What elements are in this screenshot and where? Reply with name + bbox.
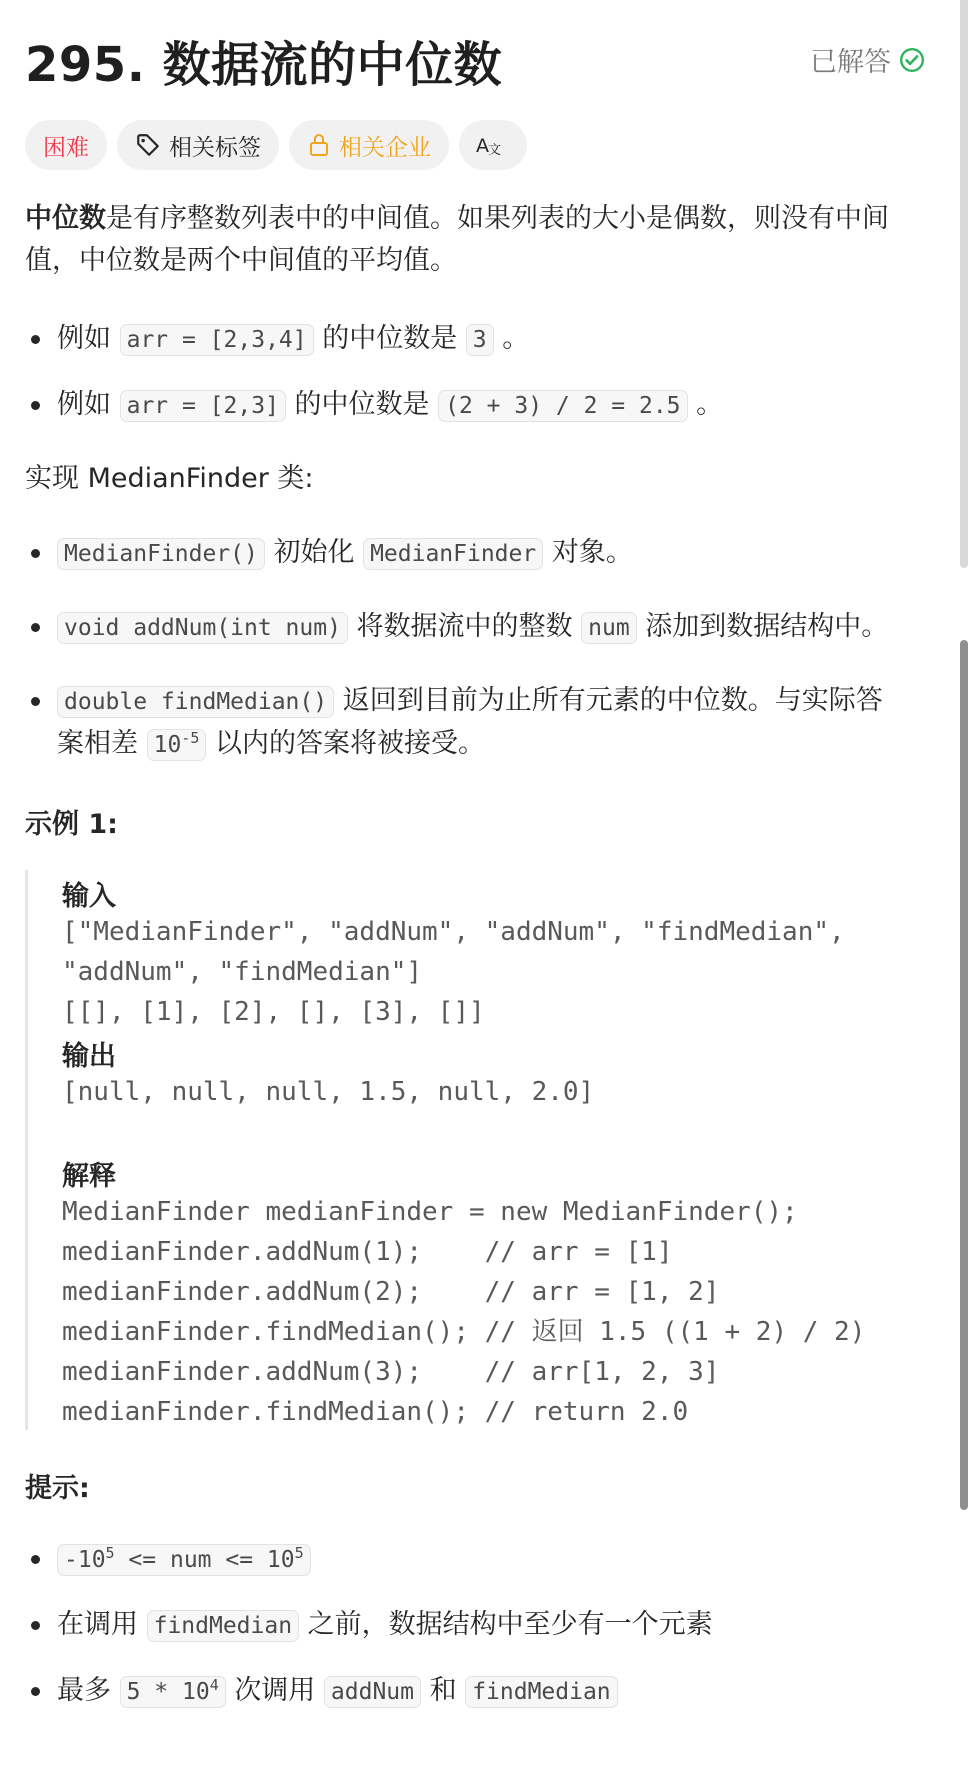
scrollbar-track-top — [960, 0, 968, 568]
check-circle-icon — [899, 47, 925, 73]
tag-icon — [135, 132, 161, 158]
code-base: 5 * 10 — [126, 1679, 210, 1705]
translate-button[interactable] — [459, 120, 527, 170]
input-label: 输入 — [62, 881, 116, 912]
bullet-dot — [31, 1555, 40, 1564]
bullet-text: 的中位数是 — [322, 323, 458, 354]
code-exponent: 4 — [209, 1676, 219, 1694]
solved-status — [810, 40, 925, 79]
output-line: [null, null, null, 1.5, null, 2.0] — [62, 1077, 595, 1107]
code-exponent: 5 — [294, 1544, 304, 1562]
explain-line: medianFinder.findMedian(); // return 2.0 — [62, 1397, 689, 1427]
bullet-dot — [31, 697, 40, 706]
inline-code: addNum — [324, 1676, 421, 1708]
inline-code: (2 + 3) / 2 = 2.5 — [438, 390, 687, 422]
explain-line: medianFinder.addNum(1); // arr = [1] — [62, 1237, 673, 1267]
inline-code: num — [581, 612, 637, 644]
code-base: -10 — [64, 1547, 106, 1573]
explain-label: 解释 — [62, 1161, 116, 1192]
inline-code: findMedian — [147, 1610, 299, 1642]
bullet-text: 添加到数据结构中。 — [645, 611, 889, 642]
output-label: 输出 — [62, 1041, 116, 1072]
intro-paragraph — [25, 198, 925, 282]
code-base: 10 — [153, 732, 182, 758]
bullet-text: 以内的答案将被接受。 — [214, 728, 485, 759]
example-block — [25, 870, 928, 1430]
bullet-text: 之前，数据结构中至少有一个元素 — [307, 1609, 713, 1640]
bullet-text: 的中位数是 — [294, 389, 430, 420]
explain-line: medianFinder.findMedian(); // 返回 1.5 ((1 + 2) / 2) — [62, 1317, 866, 1347]
bullet-text: 在调用 — [57, 1609, 138, 1640]
inline-code: MedianFinder — [363, 538, 543, 570]
tag-bar — [25, 120, 527, 170]
bullet-dot — [31, 335, 40, 344]
bullet-text: 初始化 — [273, 537, 355, 568]
svg-text:文: 文 — [488, 143, 502, 158]
page-title[interactable]: 295. 数据流的中位数 — [25, 37, 503, 93]
bullet-dot — [31, 623, 40, 632]
solved-label: 已解答 — [810, 47, 891, 78]
difficulty-badge[interactable]: 困难 — [25, 120, 107, 170]
inline-code: 3 — [466, 324, 494, 356]
input-line: "addNum", "findMedian"] — [62, 957, 423, 987]
inline-code — [57, 1544, 311, 1576]
bullet-text: 将数据流中的整数 — [356, 611, 573, 642]
scrollbar-thumb[interactable] — [960, 640, 968, 1510]
svg-text:A: A — [476, 135, 489, 157]
translate-icon — [475, 132, 503, 158]
explain-line: medianFinder.addNum(2); // arr = [1, 2] — [62, 1277, 720, 1307]
inline-code: void addNum(int num) — [57, 612, 348, 644]
constraints-heading: 提示: — [25, 1473, 90, 1504]
inline-code — [120, 1676, 226, 1708]
bullet-text: 例如 — [57, 323, 111, 354]
intro-rest: 是有序整数列表中的中间值。如果列表的大小是偶数，则没有中间值，中位数是两个中间值的平均值。 — [25, 203, 889, 276]
implement-text: 实现 MedianFinder 类: — [25, 463, 314, 494]
bullet-dot — [31, 549, 40, 558]
explain-line: MedianFinder medianFinder = new MedianFinder(); — [62, 1197, 798, 1227]
input-line: [[], [1], [2], [], [3], []] — [62, 997, 485, 1027]
example-heading: 示例 1: — [25, 809, 118, 840]
bullet-text: 对象。 — [551, 537, 633, 568]
bullet-text: 次调用 — [234, 1675, 316, 1706]
topics-tag-button[interactable] — [117, 120, 279, 170]
bullet-text: 。 — [502, 323, 530, 354]
input-line: ["MedianFinder", "addNum", "addNum", "findMedian", — [62, 917, 845, 947]
bullet-dot — [31, 401, 40, 410]
bullet-text: 。 — [696, 389, 724, 420]
inline-code: double findMedian() — [57, 686, 334, 718]
bullet-dot — [31, 1687, 40, 1696]
lock-icon — [307, 132, 331, 158]
inline-code — [147, 729, 207, 761]
companies-tag-label: 相关企业 — [339, 134, 431, 161]
inline-code: arr = [2,3,4] — [120, 324, 314, 356]
bullet-text: 返回到目前为止所有元素的中位数。与实际答案相差 — [57, 685, 883, 759]
companies-tag-button[interactable] — [289, 120, 449, 170]
explain-line: medianFinder.addNum(3); // arr[1, 2, 3] — [62, 1357, 720, 1387]
inline-code: MedianFinder() — [57, 538, 265, 570]
code-exponent: -5 — [181, 729, 200, 747]
title-row — [25, 26, 925, 96]
code-exponent: 5 — [105, 1544, 115, 1562]
code-base: <= num <= 10 — [114, 1547, 295, 1573]
inline-code: findMedian — [465, 1676, 617, 1708]
topics-tag-label: 相关标签 — [169, 134, 261, 161]
bullet-text: 例如 — [57, 389, 111, 420]
intro-bold: 中位数 — [25, 203, 106, 234]
inline-code: arr = [2,3] — [120, 390, 286, 422]
bullet-dot — [31, 1621, 40, 1630]
bullet-text: 最多 — [57, 1675, 111, 1706]
bullet-text: 和 — [429, 1675, 457, 1706]
